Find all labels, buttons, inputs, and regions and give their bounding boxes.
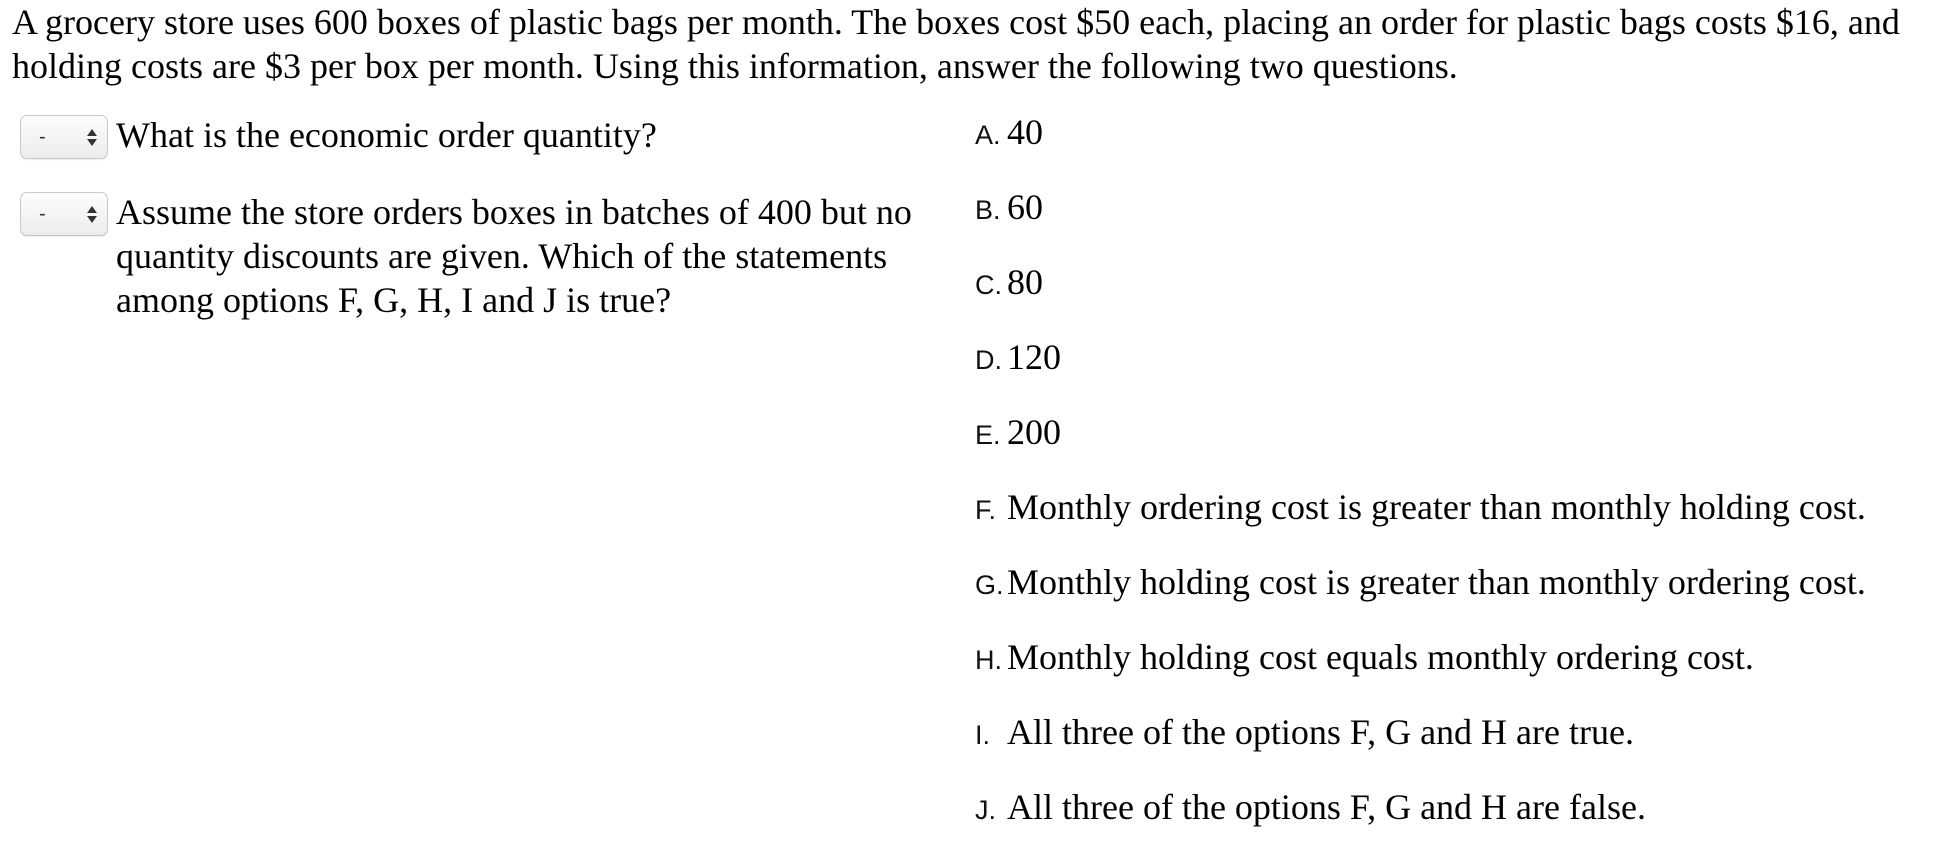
option-d	[975, 335, 1935, 410]
question-row-1	[20, 113, 896, 159]
select-value: -	[39, 202, 46, 225]
option-letter: E.	[975, 420, 1001, 450]
option-letter: B.	[975, 195, 1001, 225]
option-text: All three of the options F, G and H are true.	[1007, 712, 1634, 752]
option-j	[975, 785, 1935, 860]
option-letter: H.	[975, 645, 1002, 675]
option-letter: D.	[975, 345, 1002, 375]
option-a	[975, 110, 1935, 185]
option-i	[975, 710, 1935, 785]
option-letter: J.	[975, 795, 997, 825]
option-text: Monthly holding cost is greater than monthly ordering cost.	[1007, 562, 1866, 602]
answer-options-list	[975, 110, 1935, 860]
option-text: 80	[1007, 262, 1043, 302]
option-letter: C.	[975, 270, 1002, 300]
option-b	[975, 185, 1935, 260]
answer-select-1[interactable]	[20, 115, 108, 159]
select-value: -	[39, 125, 46, 148]
option-e	[975, 410, 1935, 485]
option-text: All three of the options F, G and H are false.	[1007, 787, 1646, 827]
option-h	[975, 635, 1935, 710]
question-intro: A grocery store uses 600 boxes of plastic bags per month. The boxes cost $50 each, placing an order for plastic bags costs $16, and holding costs are $3 per box per month. Using this information, answer the following two questions.	[12, 2, 1900, 86]
option-text: 200	[1007, 412, 1061, 452]
option-letter: F.	[975, 495, 997, 525]
option-text: 60	[1007, 187, 1043, 227]
option-text: 40	[1007, 112, 1043, 152]
option-c	[975, 260, 1935, 335]
question-text-1: What is the economic order quantity?	[116, 115, 657, 155]
question-text-2: Assume the store orders boxes in batches of 400 but no quantity discounts are given. Which of the statements among options F, G, H, I and J is true?	[116, 192, 912, 320]
option-text: Monthly holding cost equals monthly ordering cost.	[1007, 637, 1754, 677]
option-f	[975, 485, 1935, 560]
option-text: 120	[1007, 337, 1061, 377]
option-letter: A.	[975, 120, 1001, 150]
question-row-2	[20, 190, 936, 322]
answer-select-2[interactable]	[20, 192, 108, 236]
option-g	[975, 560, 1935, 635]
up-down-chevron-icon	[87, 129, 97, 146]
option-letter: I.	[975, 720, 991, 750]
up-down-chevron-icon	[87, 206, 97, 223]
option-letter: G.	[975, 570, 1004, 600]
option-text: Monthly ordering cost is greater than monthly holding cost.	[1007, 487, 1866, 527]
